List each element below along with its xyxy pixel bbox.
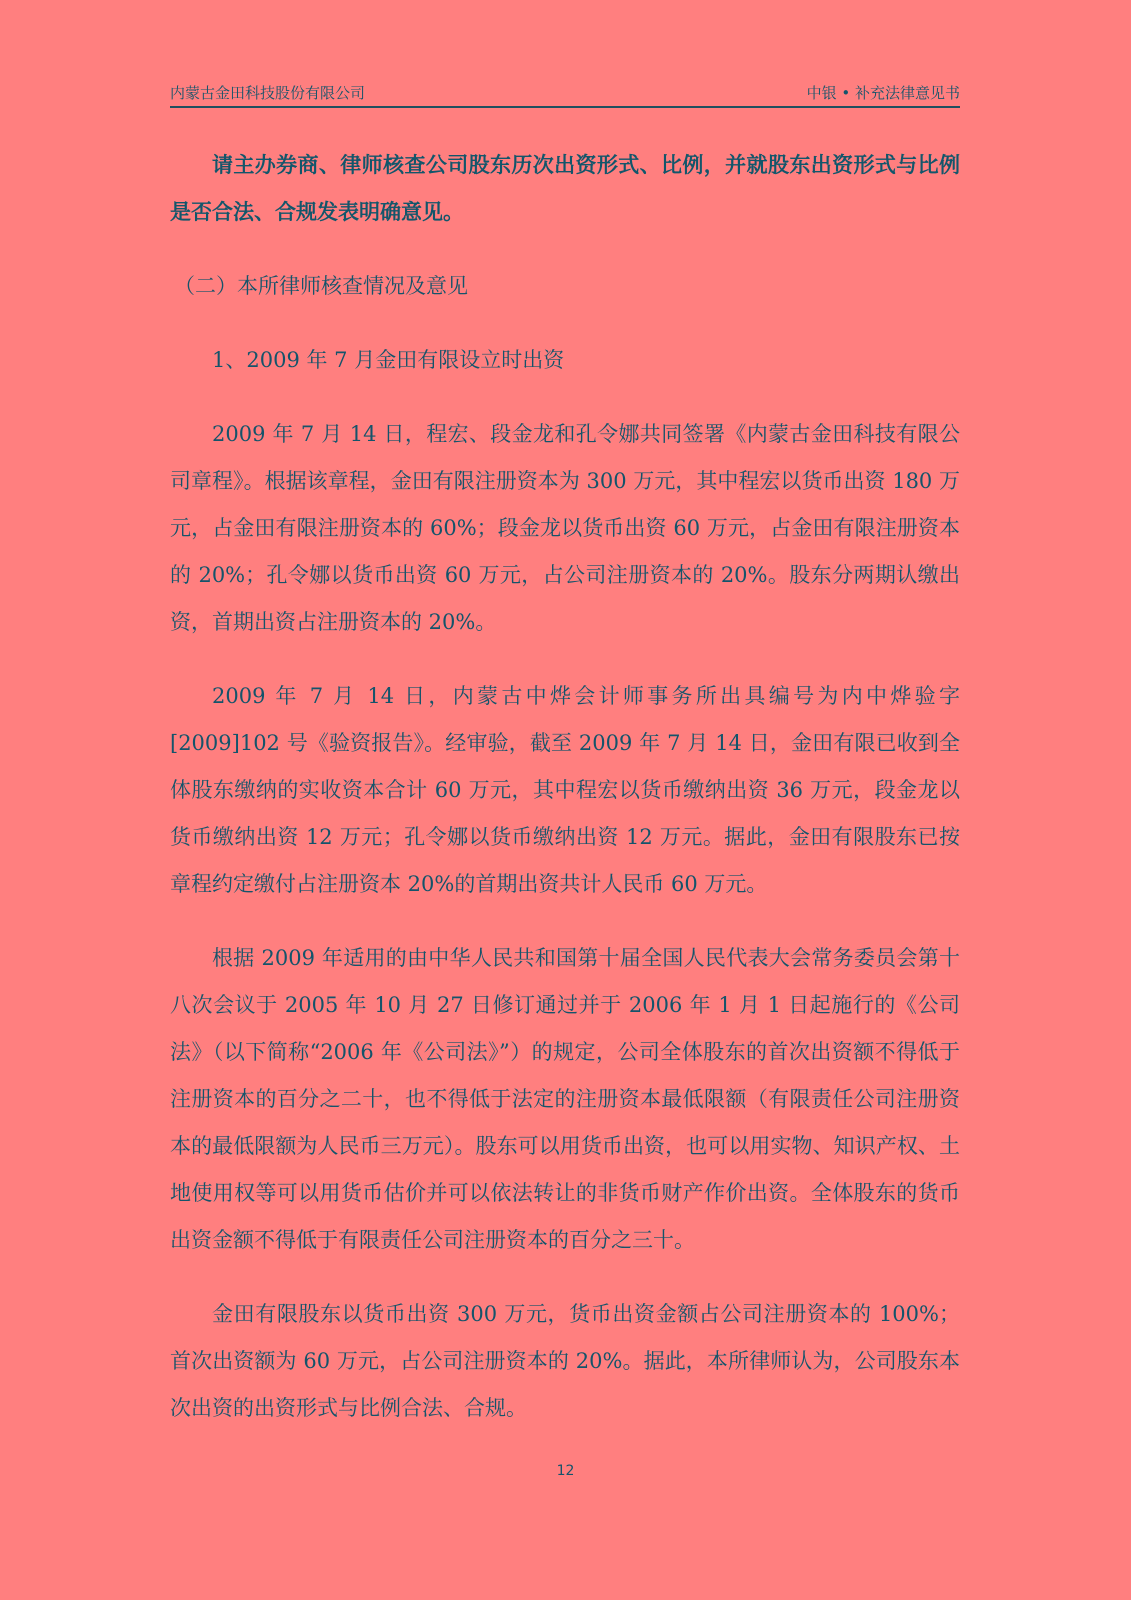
header-document-title: 中银 • 补充法律意见书 <box>806 84 960 102</box>
document-body <box>170 142 960 1432</box>
question-paragraph: 请主办券商、律师核查公司股东历次出资形式、比例，并就股东出资形式与比例是否合法、合规发表明确意见。 <box>170 153 960 224</box>
body-paragraph-2: 2009 年 7 月 14 日，内蒙古中烨会计师事务所出具编号为内中烨验字[2009]102 号《验资报告》。经审验，截至 2009 年 7 月 14 日，金田有限已收到全体股东缴纳的实收资本合计 60 万元，其中程宏以货币缴纳出资 36 万元，段金龙以货币缴纳出资 12 万元；孔令娜以货币缴纳出资 12 万元。据此，金田有限股东已按章程约定缴付占注册资本 20%的首期出资共计人民币 60 万元。 <box>170 684 960 896</box>
section-heading: （二）本所律师核查情况及意见 <box>174 274 468 298</box>
page-header <box>170 78 960 108</box>
header-company-name: 内蒙古金田科技股份有限公司 <box>170 84 366 102</box>
body-paragraph-4: 金田有限股东以货币出资 300 万元，货币出资金额占公司注册资本的 100%；首次出资额为 60 万元，占公司注册资本的 20%。据此，本所律师认为，公司股东本次出资的出资形式与比例合法、合规。 <box>170 1302 960 1420</box>
body-paragraph-3: 根据 2009 年适用的由中华人民共和国第十届全国人民代表大会常务委员会第十八次会议于 2005 年 10 月 27 日修订通过并于 2006 年 1 月 1 日起施行的《公司法》（以下简称“2006 年《公司法》”）的规定，公司全体股东的首次出资额不得低于注册资本的百分之二十，也不得低于法定的注册资本最低限额（有限责任公司注册资本的最低限额为人民币三万元）。股东可以用货币出资，也可以用实物、知识产权、土地使用权等可以用货币估价并可以依法转让的非货币财产作价出资。全体股东的货币出资金额不得低于有限责任公司注册资本的百分之三十。 <box>170 946 960 1252</box>
subsection-heading: 1、2009 年 7 月金田有限设立时出资 <box>212 348 565 372</box>
page-number: 12 <box>556 1463 575 1479</box>
body-paragraph-1: 2009 年 7 月 14 日，程宏、段金龙和孔令娜共同签署《内蒙古金田科技有限公司章程》。根据该章程，金田有限注册资本为 300 万元，其中程宏以货币出资 180 万元，占金田有限注册资本的 60%；段金龙以货币出资 60 万元，占金田有限注册资本的 20%；孔令娜以货币出资 60 万元，占公司注册资本的 20%。股东分两期认缴出资，首期出资占注册资本的 20%。 <box>170 422 960 634</box>
